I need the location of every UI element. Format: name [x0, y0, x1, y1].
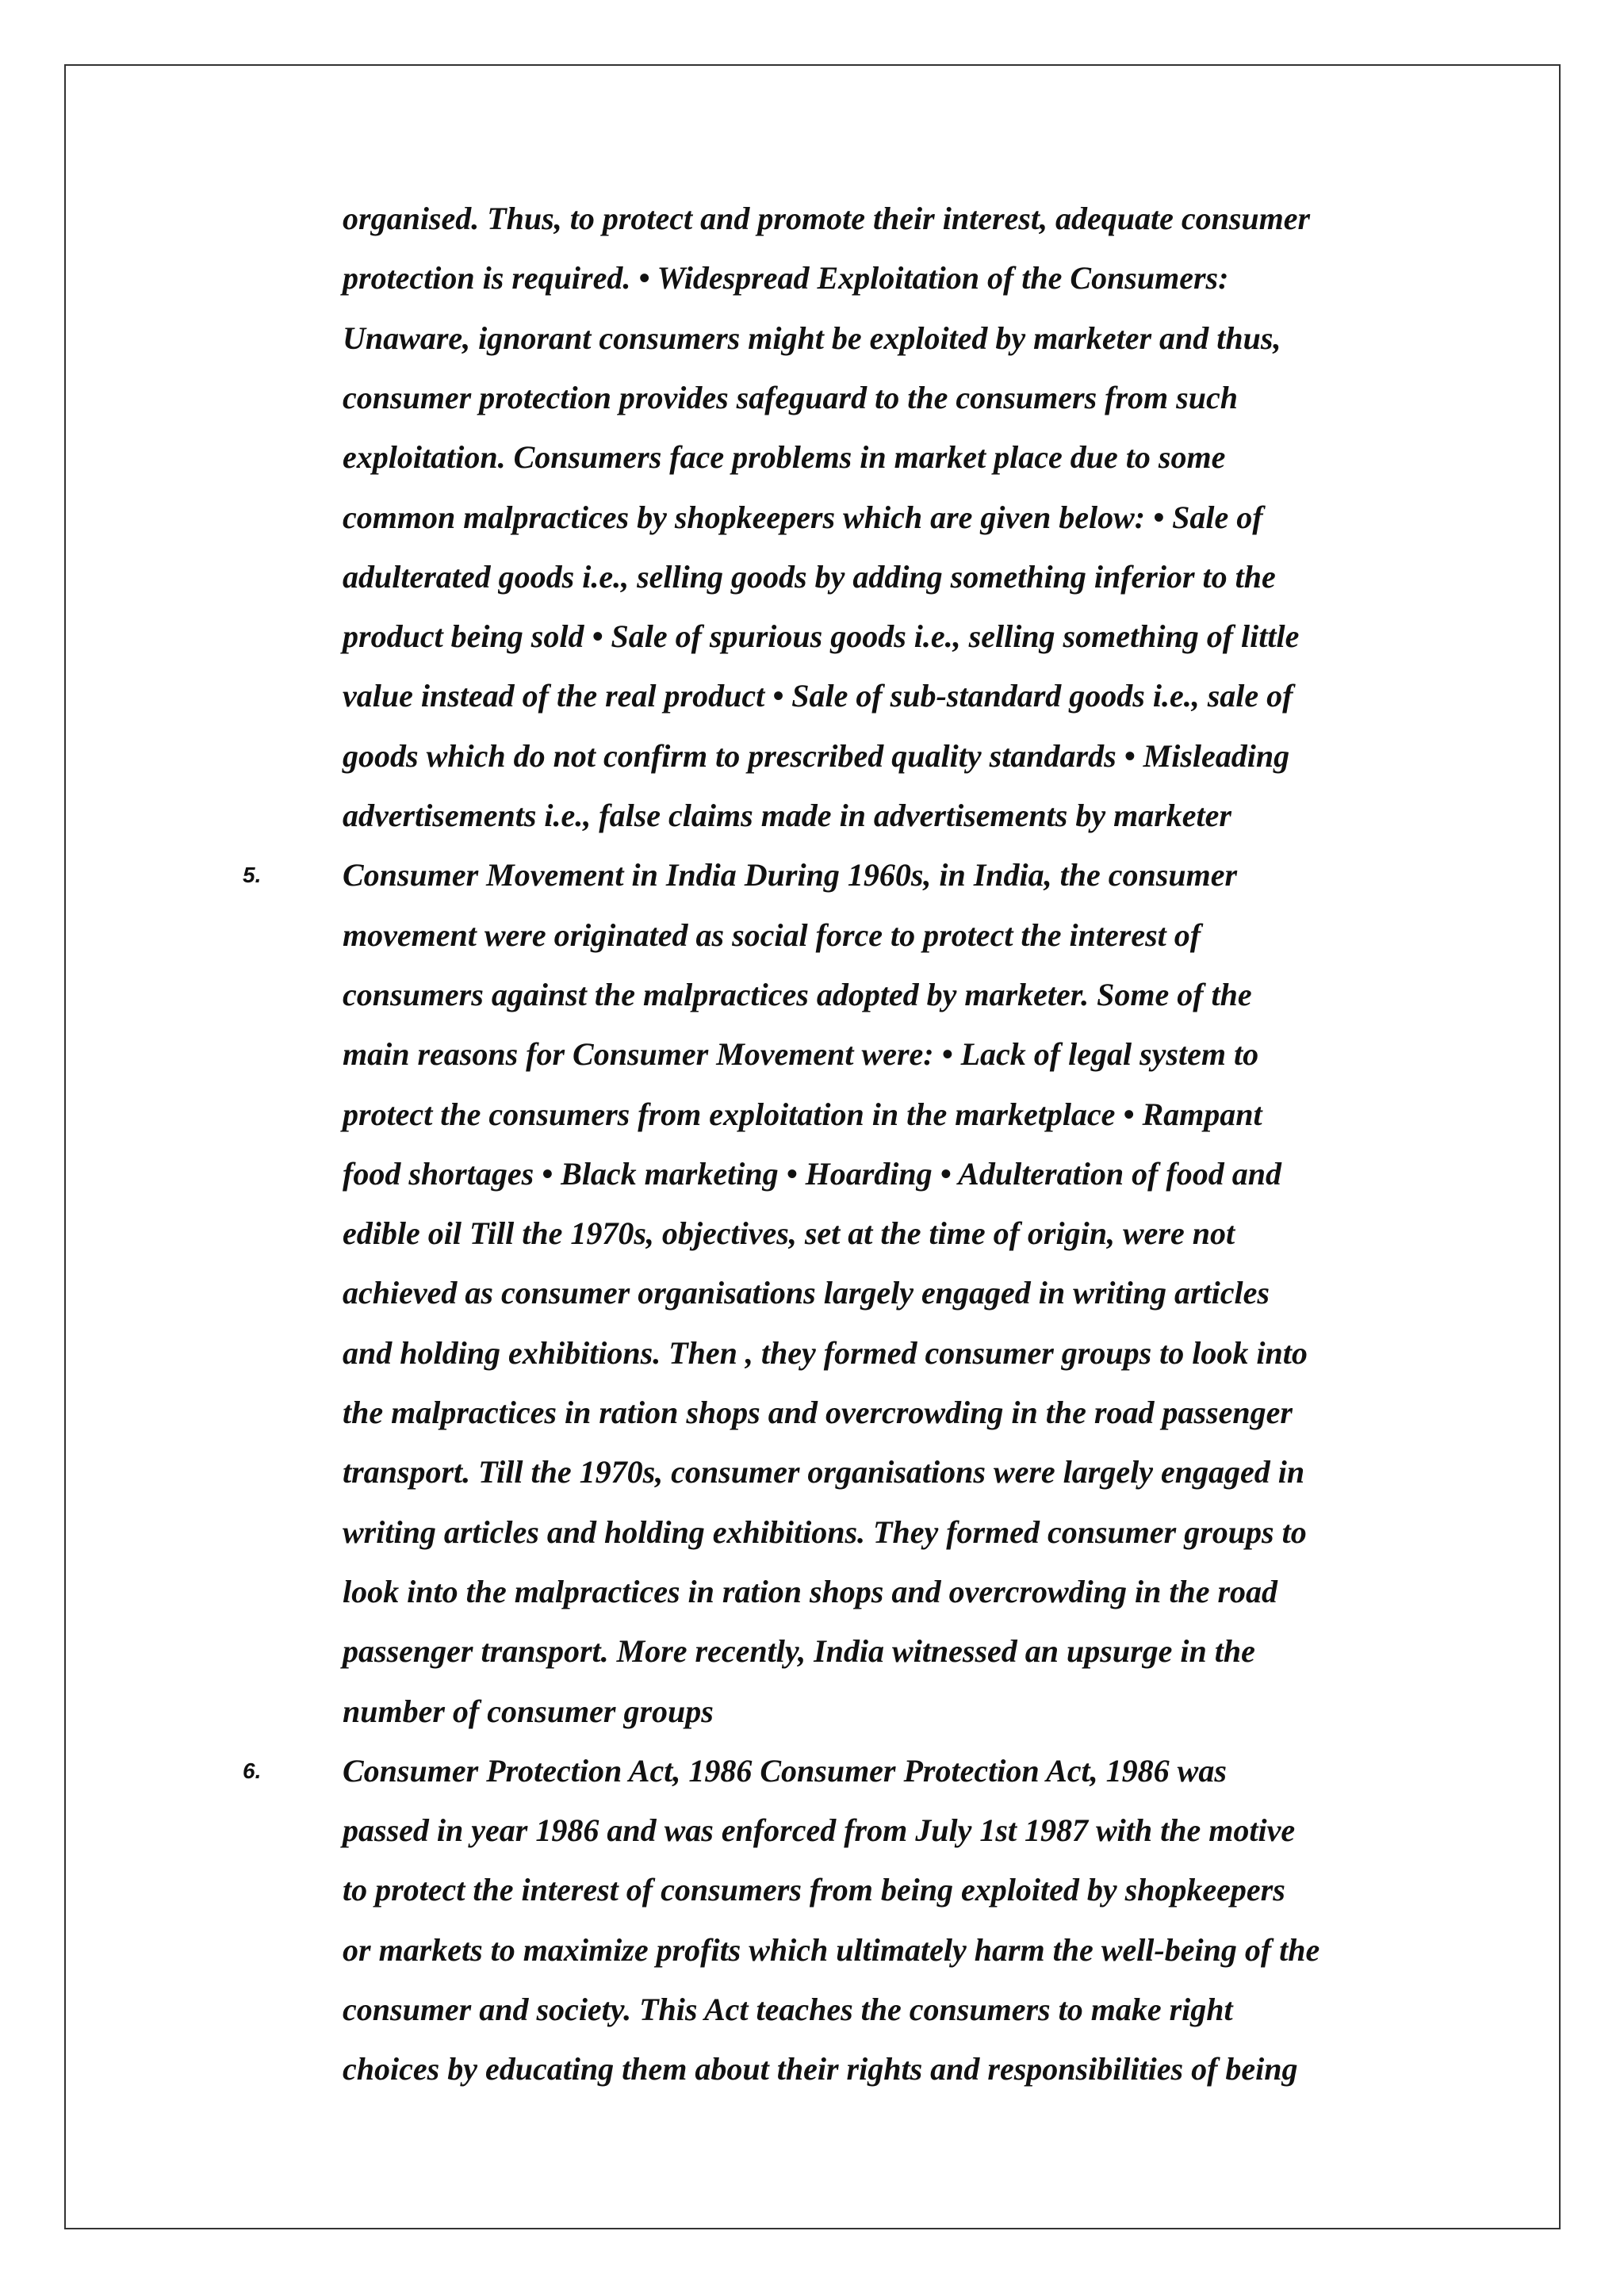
text-line: transport. Till the 1970s, consumer organisations were largely engaged in [343, 1454, 1305, 1490]
text-line: look into the malpractices in ration shops and overcrowding in the road [343, 1573, 1278, 1609]
list-number: 6. [243, 1758, 262, 1783]
text-line: main reasons for Consumer Movement were: • Lack of legal system to [343, 1036, 1259, 1073]
text-line: exploitation. Consumers face problems in market place due to some [343, 439, 1226, 476]
text-line: protection is required. • Widespread Exploitation of the Consumers: [343, 260, 1229, 297]
text-line: product being sold • Sale of spurious goods i.e., selling something of little [343, 618, 1300, 655]
text-line: consumers against the malpractices adopted by marketer. Some of the [343, 976, 1252, 1012]
text-line: adulterated goods i.e., selling goods by adding something inferior to the [343, 558, 1276, 595]
text-line: organised. Thus, to protect and promote their interest, adequate consumer [343, 201, 1311, 236]
text-line: choices by educating them about their rights and responsibilities of being [343, 2051, 1298, 2087]
text-line: advertisements i.e., false claims made in advertisements by marketer [343, 798, 1231, 833]
text-line: Consumer Movement in India During 1960s, in India, the consumer [343, 857, 1238, 894]
text-line: the malpractices in ration shops and overcrowding in the road passenger [343, 1395, 1293, 1430]
text-line: and holding exhibitions. Then , they formed consumer groups to look into [343, 1334, 1308, 1371]
text-line: protect the consumers from exploitation in the marketplace • Rampant [343, 1096, 1262, 1132]
text-line: value instead of the real product • Sale of sub-standard goods i.e., sale of [343, 678, 1293, 714]
text-line: common malpractices by shopkeepers which are given below: • Sale of [343, 499, 1263, 535]
text-line: Consumer Protection Act, 1986 Consumer Protection Act, 1986 was [343, 1752, 1227, 1789]
text-line: edible oil Till the 1970s, objectives, set at the time of origin, were not [343, 1215, 1235, 1252]
text-line: food shortages • Black marketing • Hoarding • Adulteration of food and [343, 1155, 1281, 1192]
text-line: number of consumer groups [343, 1693, 714, 1729]
list-number: 5. [243, 863, 262, 888]
text-line: to protect the interest of consumers from being exploited by shopkeepers [343, 1872, 1285, 1908]
text-line: or markets to maximize profits which ultimately harm the well-being of the [343, 1931, 1320, 1968]
text-line: Unaware, ignorant consumers might be exploited by marketer and thus, [343, 320, 1281, 356]
text-line: achieved as consumer organisations largely engaged in writing articles [343, 1275, 1270, 1311]
text-line: consumer protection provides safeguard to the consumers from such [343, 379, 1238, 415]
text-line: movement were originated as social force to protect the interest of [343, 916, 1201, 953]
text-line: passed in year 1986 and was enforced from July 1st 1987 with the motive [343, 1812, 1296, 1849]
text-line: goods which do not confirm to prescribed quality standards • Misleading [343, 737, 1290, 774]
text-line: consumer and society. This Act teaches the consumers to make right [343, 1992, 1233, 2027]
text-line: writing articles and holding exhibitions. They formed consumer groups to [343, 1513, 1307, 1550]
text-line: passenger transport. More recently, India witnessed an upsurge in the [343, 1633, 1255, 1670]
